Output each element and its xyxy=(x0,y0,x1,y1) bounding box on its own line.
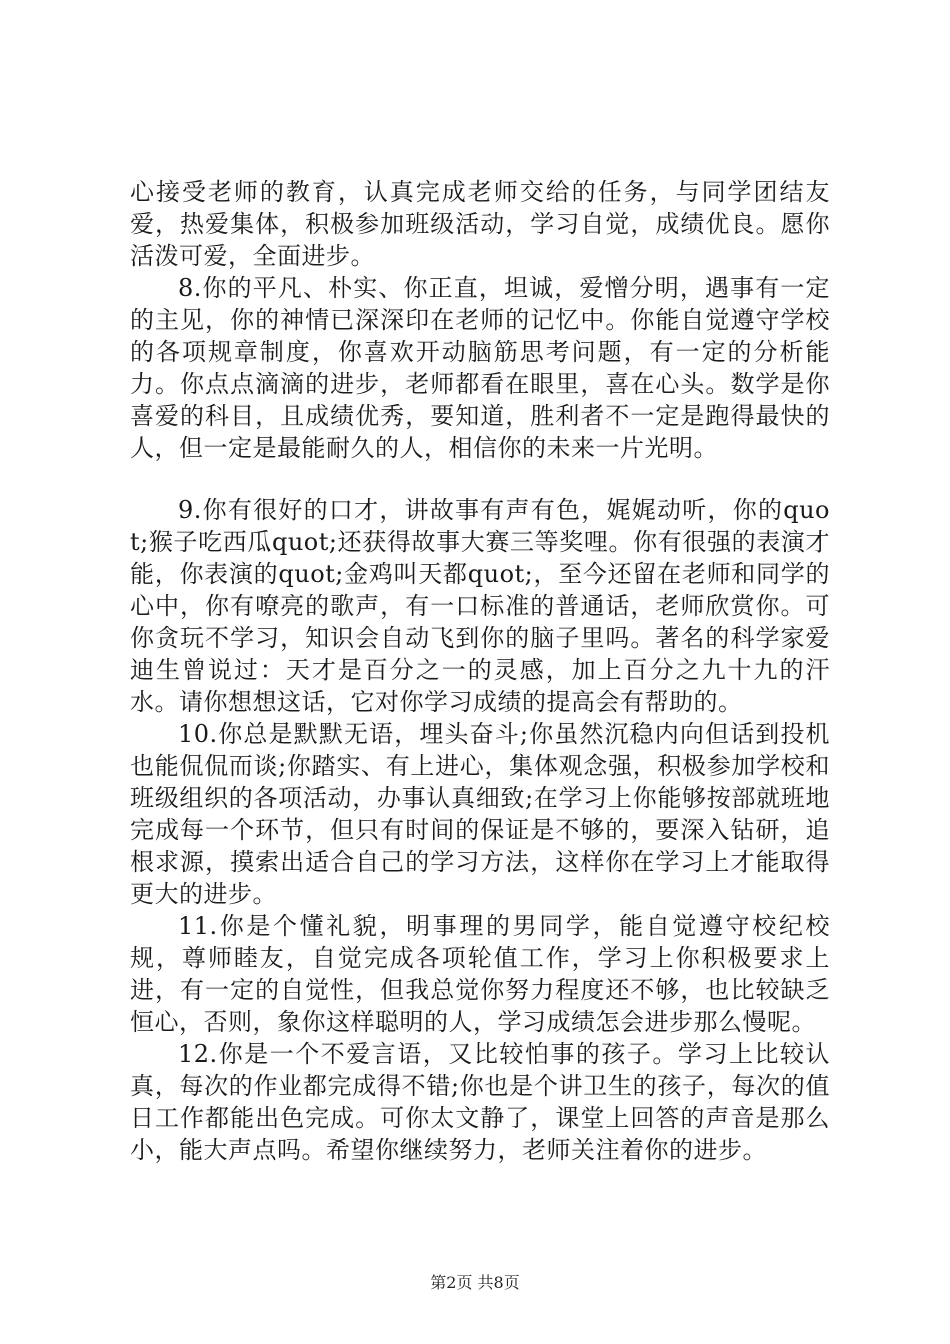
paragraph-comment-8: 8.你的平凡、朴实、你正直，坦诚，爱憎分明，遇事有一定的主见，你的神情已深深印在老师的记忆中。你能自觉遵守学校的各项规章制度，你喜欢开动脑筋思考问题，有一定的分析能力。你点点滴滴的进步，老师都看在眼里，喜在心头。数学是你喜爱的科目，且成绩优秀，要知道，胜利者不一定是跑得最快的人，但一定是最能耐久的人，相信你的未来一片光明。 xyxy=(130,274,830,462)
paragraph-comment-10: 10.你总是默默无语，埋头奋斗;你虽然沉稳内向但话到投机也能侃侃而谈;你踏实、有上进心，集体观念强，积极参加学校和班级组织的各项活动，办事认真细致;在学习上你能够按部就班地完成每一个环节，但只有时间的保证是不够的，要深入钻研，追根求源，摸索出适合自己的学习方法，这样你在学习上才能取得更大的进步。 xyxy=(130,720,830,908)
document-body xyxy=(130,176,830,1166)
page-number-footer: 第2页 共8页 xyxy=(430,1273,520,1292)
paragraph-continuation: 心接受老师的教育，认真完成老师交给的任务，与同学团结友爱，热爱集体，积极参加班级活动，学习自觉，成绩优良。愿你活泼可爱，全面进步。 xyxy=(130,178,830,270)
paragraph-comment-9: 9.你有很好的口才，讲故事有声有色，娓娓动听，你的quot;猴子吃西瓜quot;还获得故事大赛三等奖哩。你有很强的表演才能，你表演的quot;金鸡叫天都quot;，至今还留在老师和同学的心中，你有嘹亮的歌声，有一口标准的普通话，老师欣赏你。可你贪玩不学习，知识会自动飞到你的脑子里吗。著名的科学家爱迪生曾说过：天才是百分之一的灵感，加上百分之九十九的汗水。请你想想这话，它对你学习成绩的提高会有帮助的。 xyxy=(130,496,830,716)
paragraph-comment-11: 11.你是个懂礼貌，明事理的男同学，能自觉遵守校纪校规，尊师睦友，自觉完成各项轮值工作，学习上你积极要求上进，有一定的自觉性，但我总觉你努力程度还不够，也比较缺乏恒心，否则，象你这样聪明的人，学习成绩怎会进步那么慢呢。 xyxy=(130,912,830,1036)
paragraph-comment-12: 12.你是一个不爱言语，又比较怕事的孩子。学习上比较认真，每次的作业都完成得不错;你也是个讲卫生的孩子，每次的值日工作都能出色完成。可你太文静了，课堂上回答的声音是那么小，能大声点吗。希望你继续努力，老师关注着你的进步。 xyxy=(130,1040,830,1164)
